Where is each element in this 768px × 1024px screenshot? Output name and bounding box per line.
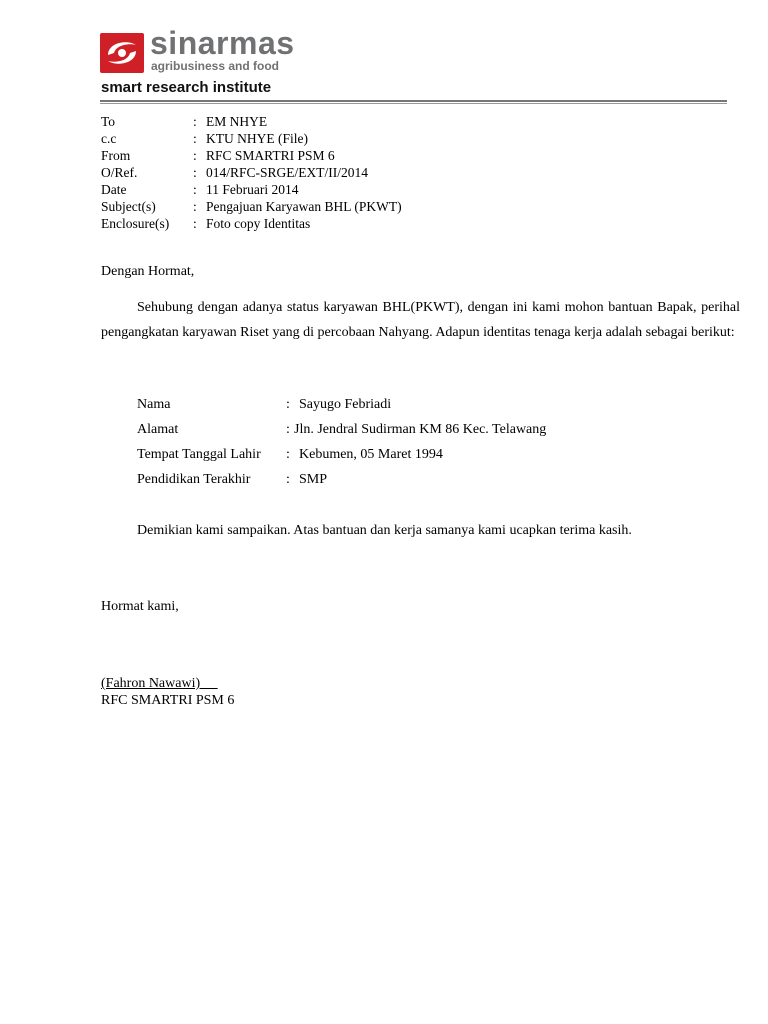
identity-label: Pendidikan Terakhir [137,472,251,487]
salutation: Dengan Hormat, [101,264,195,279]
closing-sentence: Demikian kami sampaikan. Atas bantuan dan kerja samanya kami ucapkan terima kasih. [137,523,632,538]
institute-name: smart research institute [101,79,272,96]
identity-separator: : [286,397,290,412]
meta-separator: : [193,148,197,163]
meta-label: Date [101,182,127,197]
body-paragraph: Sehubung dengan adanya status karyawan BHL(PKWT), dengan ini kami mohon bantuan Bapak, perihal pengangkatan karyawan Riset yang di percobaan Nahyang. Adapun identitas tenaga kerja adalah sebagai berikut: [101,300,740,340]
meta-value: Foto copy Identitas [206,216,311,231]
sinarmas-logo [100,25,300,75]
identity-separator: : [286,447,290,462]
meta-separator: : [193,114,197,129]
identity-separator: : [286,472,290,487]
identity-value: Kebumen, 05 Maret 1994 [299,447,443,462]
signer-name: (Fahron Nawawi) [101,676,218,691]
swirl-icon [100,33,144,73]
identity-label: Alamat [137,422,179,437]
identity-label: Nama [137,397,171,412]
identity-value: Jln. Jendral Sudirman KM 86 Kec. Telawang [294,422,547,437]
identity-separator: : [286,422,290,437]
header-divider [100,100,727,102]
meta-separator: : [193,216,197,231]
identity-value: SMP [299,472,328,487]
meta-value: RFC SMARTRI PSM 6 [206,148,335,163]
regards: Hormat kami, [101,599,179,614]
signer-title: RFC SMARTRI PSM 6 [101,693,235,708]
meta-separator: : [193,131,197,146]
meta-label: O/Ref. [101,165,138,180]
identity-label: Tempat Tanggal Lahir [137,447,261,462]
meta-label: To [101,114,116,129]
identity-value: Sayugo Febriadi [299,397,392,412]
meta-value: 014/RFC-SRGE/EXT/II/2014 [206,165,369,180]
meta-separator: : [193,165,197,180]
meta-label: Enclosure(s) [101,216,170,231]
meta-value: Pengajuan Karyawan BHL (PKWT) [206,199,402,214]
meta-label: From [101,148,131,163]
brand-name: sinarmas [150,25,295,61]
meta-value: 11 Februari 2014 [206,182,299,197]
meta-separator: : [193,199,197,214]
meta-label: Subject(s) [101,199,156,214]
header-divider-thin [100,103,727,104]
meta-separator: : [193,182,197,197]
brand-tagline: agribusiness and food [151,59,280,73]
sinarmas-logo-icon [100,33,144,73]
meta-value: EM NHYE [206,114,268,129]
signature-block [101,675,234,709]
meta-label: c.c [101,131,117,146]
meta-value: KTU NHYE (File) [206,131,308,146]
